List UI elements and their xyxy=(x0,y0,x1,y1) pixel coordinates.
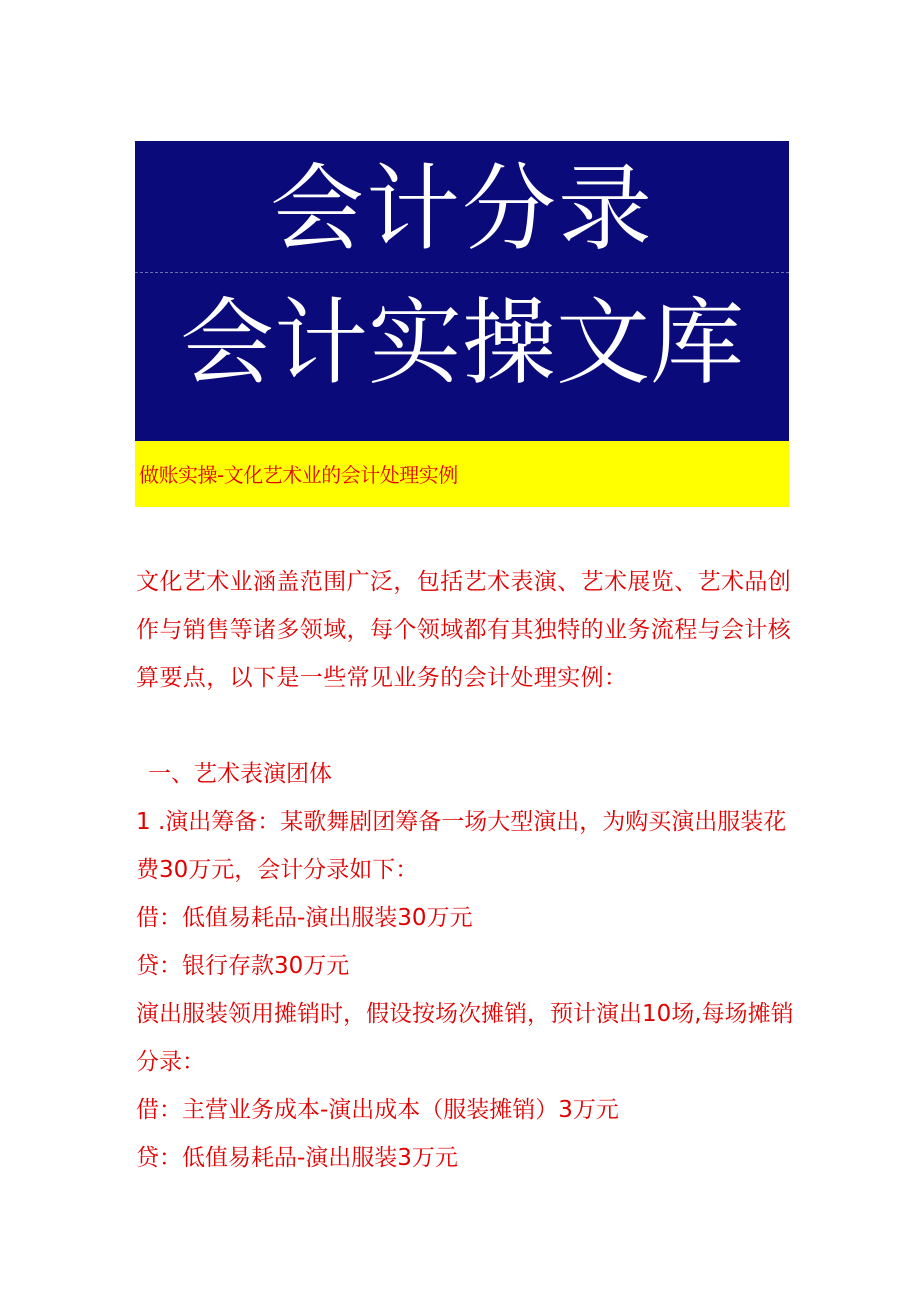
banner-title-line-2: 会计实操文库 xyxy=(179,289,744,398)
item-line: 1 .演出筹备：某歌舞剧团筹备一场大型演出，为购买演出服装花 xyxy=(136,809,787,835)
subtitle-bar xyxy=(135,441,789,507)
title-banner xyxy=(135,141,789,441)
document-body xyxy=(136,558,796,1182)
amortization-paragraph xyxy=(136,990,796,1086)
item-line: 费30万元，会计分录如下： xyxy=(136,857,419,883)
journal-entry-debit: 借：主营业务成本-演出成本（服装摊销）3万元 xyxy=(136,1097,619,1123)
journal-entry-credit: 贷：银行存款30万元 xyxy=(136,953,350,979)
intro-line: 算要点，以下是一些常见业务的会计处理实例： xyxy=(136,665,628,691)
section-heading: 一、艺术表演团体 xyxy=(148,761,332,787)
journal-entry-debit: 借：低值易耗品-演出服装30万元 xyxy=(136,905,473,931)
item-paragraph xyxy=(136,798,796,894)
document-subtitle: 做账实操-文化艺术业的会计处理实例 xyxy=(139,463,458,487)
banner-divider xyxy=(135,272,789,273)
paragraph-spacer xyxy=(136,702,796,750)
intro-line: 作与销售等诸多领域，每个领域都有其独特的业务流程与会计核 xyxy=(136,617,792,643)
banner-title-line-1: 会计分录 xyxy=(269,155,654,264)
journal-entry-credit: 贷：低值易耗品-演出服装3万元 xyxy=(136,1145,458,1171)
amortization-line: 演出服装领用摊销时，假设按场次摊销，预计演出10场,每场摊销 xyxy=(136,1001,794,1027)
intro-paragraph xyxy=(136,558,796,702)
amortization-line: 分录： xyxy=(136,1049,205,1075)
intro-line: 文化艺术业涵盖范围广泛，包括艺术表演、艺术展览、艺术品创 xyxy=(136,569,792,595)
